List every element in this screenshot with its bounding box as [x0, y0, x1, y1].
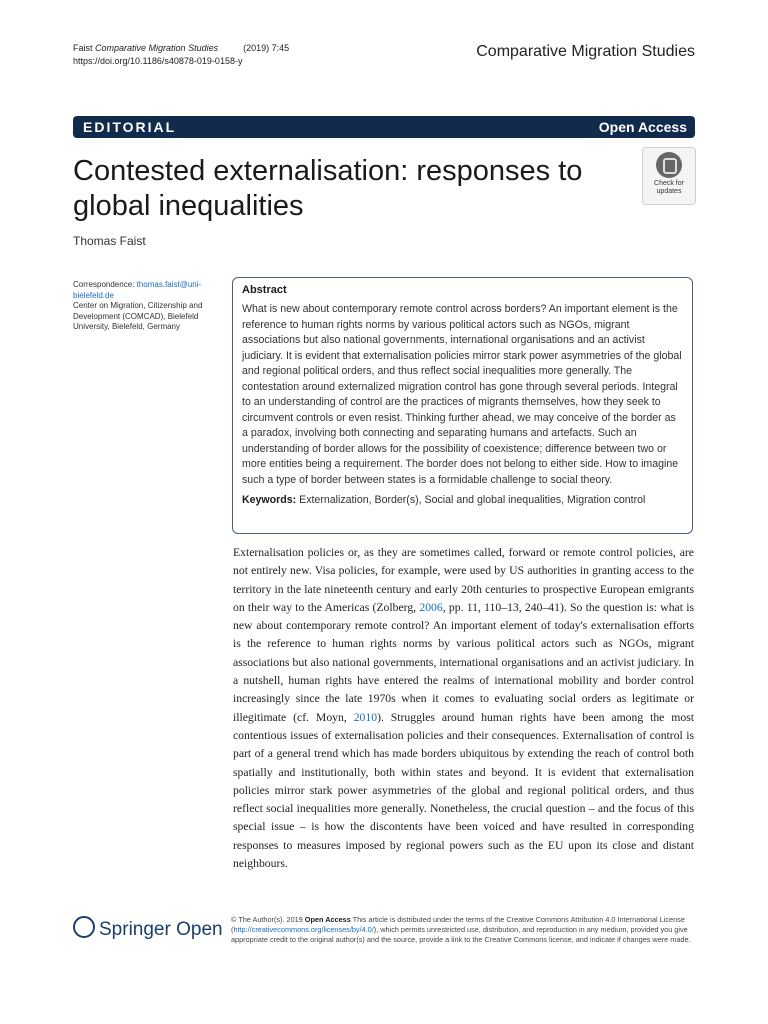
license-url[interactable]: http://creativecommons.org/licenses/by/4.0/ — [233, 925, 374, 934]
ref-author: Faist — [73, 43, 93, 53]
check-updates-line2: updates — [656, 188, 682, 195]
license-open-access: Open Access — [304, 915, 351, 924]
license-prefix: © The Author(s). 2019 — [231, 915, 305, 924]
body-text-1: Externalisation policies or, as they are sometimes called, forward or remote control policies, are not entirely new. Visa policies, for example, were used by US authorities in granting access to the territory in the late nineteenth century and early 20th centuries to prospective European emigrants on their way to the Americas (Zolberg, — [233, 546, 694, 614]
body-paragraph — [233, 544, 694, 873]
article-title: Contested externalisation: responses to global inequalities — [73, 155, 583, 222]
ref-journal: Comparative Migration Studies — [95, 43, 219, 53]
abstract-heading: Abstract — [242, 284, 287, 296]
author-name: Thomas Faist — [73, 234, 146, 248]
journal-reference — [73, 42, 289, 68]
keywords-label: Keywords: — [242, 494, 297, 506]
check-updates-line1: Check for — [654, 180, 684, 187]
publisher-name: Springer Open — [99, 919, 223, 940]
license-suffix: ), which permits unrestricted use, distribution, and reproduction in any medium, provided you give appropriate credit to the original author(s) and the source, provide a link to the Creative Commons license, and indicate if changes were made. — [231, 925, 691, 944]
check-for-updates-badge[interactable] — [642, 147, 696, 205]
open-access-label: Open Access — [598, 119, 687, 135]
journal-name: Comparative Migration Studies — [476, 43, 695, 60]
body-text-2: , pp. 11, 110–13, 240–41). So the question is: what is new about contemporary remote control? An important element of today's externalisation efforts is the reference to human rights norms by various political actors such as NGOs, migrant associations but also national governments, international organisations and an activist judiciary. In a nutshell, human rights have entered the realms of international mobility and border control increasingly since the late 1970s when it comes to evaluating social orders as legitimate or illegitimate (cf. Moyn, — [233, 600, 694, 724]
citation-zolberg[interactable]: 2006 — [419, 600, 443, 614]
ref-volume: (2019) 7:45 — [243, 43, 290, 53]
doi-link[interactable]: https://doi.org/10.1186/s40878-019-0158-y — [73, 56, 243, 66]
correspondence — [73, 280, 223, 333]
springer-horse-icon — [73, 916, 95, 938]
article-type-banner — [73, 116, 695, 138]
correspondence-label: Correspondence: — [73, 280, 135, 289]
body-text-3: ). Struggles around human rights have been among the most contentious issues of externalisation policies and their consequences. Externalisation of control is part of a general trend which has made borders ubiquitous by extending the reach of control both spatially and institutionally, both within states and beyond. It is evident that externalisation policies mirror stark power asymmetries of the global and regional political orders, and thus reflect social inequalities more generally. Nonetheless, the crucial question – and the focus of this special issue – is how the discontents have been voiced and have resulted in corresponding responses to measures imposed by regional powers such as the EU upon its close and distant neighbours. — [233, 710, 695, 871]
license-statement — [231, 915, 694, 945]
affiliation: Center on Migration, Citizenship and Development (COMCAD), Bielefeld University, Bielefeld, Germany — [73, 301, 203, 331]
license-mid: This article is distributed under the terms of the Creative Commons Attribution 4.0 International License ( — [231, 915, 685, 934]
check-updates-icon — [656, 152, 682, 178]
correspondence-email[interactable]: thomas.faist@uni-bielefeld.de — [73, 280, 202, 300]
citation-moyn[interactable]: 2010 — [353, 710, 378, 724]
abstract-text: What is new about contemporary remote control across borders? An important element is the reference to human rights norms by various political actors such as NGOs, migrant associations but also national governments, international organisations and an activist judiciary. It is evident that externalisation policies mirror stark power asymmetries of the global and regional political orders, and thus reflect social inequalities more generally. The contestation around externalized migration control has gone through several periods. Integral to an understanding of control are the practices of migrants themselves, how they seek to circumvent controls or even resist. Thinking further ahead, we may conceive of the border as a paradox, involving both connecting and separating humans and artefacts. Such an understanding of border allows for the possibility of coexistence; difference between two or more entities being a requirement. The border does not belong to either side. How to imagine such a type of border between states is a formidable challenge to social theory. — [242, 303, 682, 486]
abstract-box — [232, 277, 693, 534]
keywords-list: Externalization, Border(s), Social and global inequalities, Migration control — [299, 494, 646, 506]
keywords — [242, 494, 683, 506]
article-type: EDITORIAL — [83, 119, 177, 135]
springer-open-logo — [73, 916, 223, 941]
